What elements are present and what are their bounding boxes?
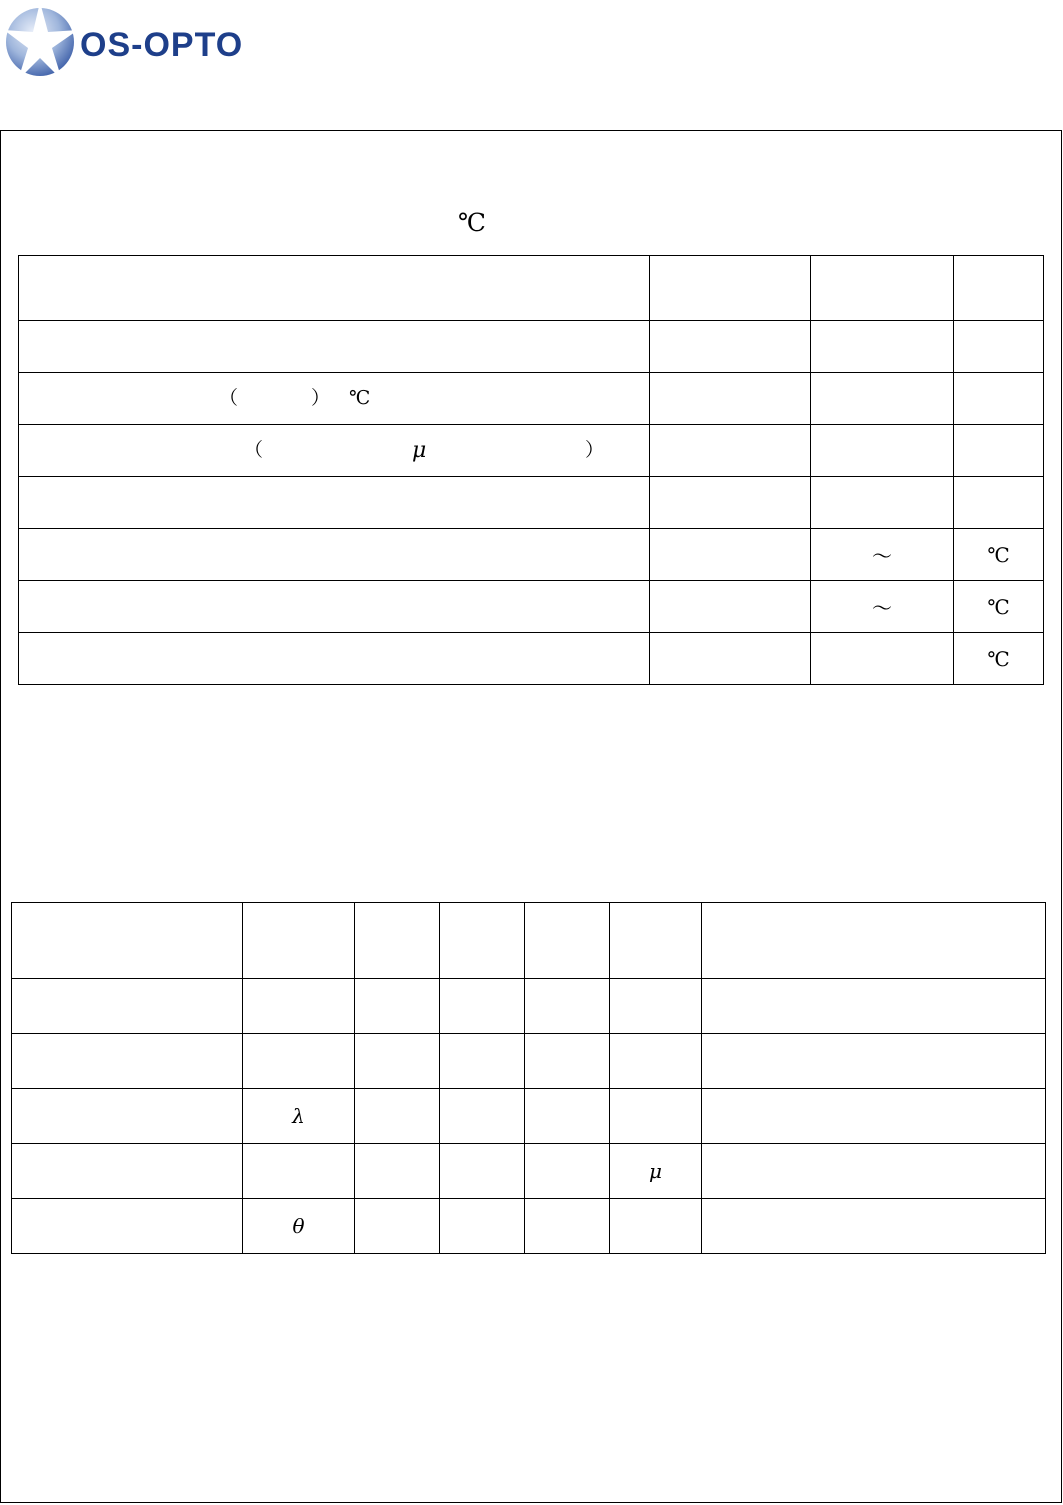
table-cell bbox=[811, 477, 954, 529]
table-cell bbox=[650, 633, 811, 685]
table-cell bbox=[243, 1034, 355, 1089]
ambient-temperature-unit: ℃ bbox=[458, 208, 486, 237]
table-cell bbox=[440, 1034, 525, 1089]
table-cell bbox=[12, 1199, 243, 1254]
svg-text:OS-OPTO: OS-OPTO bbox=[80, 26, 244, 64]
table-cell bbox=[702, 1144, 1046, 1199]
table-row bbox=[12, 1089, 1046, 1144]
table-row bbox=[12, 1144, 1046, 1199]
table-row bbox=[19, 373, 1044, 425]
table-cell bbox=[650, 477, 811, 529]
celsius-unit: ℃ bbox=[954, 529, 1044, 581]
table-cell bbox=[19, 581, 650, 633]
table-cell bbox=[12, 903, 243, 979]
table-row bbox=[12, 903, 1046, 979]
table-cell bbox=[525, 1034, 610, 1089]
table-cell bbox=[440, 903, 525, 979]
table-cell bbox=[811, 321, 954, 373]
table-cell bbox=[12, 979, 243, 1034]
range-tilde: ～ bbox=[811, 529, 954, 581]
table-cell bbox=[19, 477, 650, 529]
table-cell bbox=[525, 1144, 610, 1199]
table-cell bbox=[440, 1144, 525, 1199]
table-cell bbox=[525, 903, 610, 979]
table-cell bbox=[610, 1089, 702, 1144]
open-paren: （ bbox=[244, 439, 264, 461]
table-cell bbox=[610, 1199, 702, 1254]
celsius-unit: ℃ bbox=[954, 581, 1044, 633]
table-cell bbox=[954, 373, 1044, 425]
table-cell bbox=[355, 1034, 440, 1089]
table-cell bbox=[525, 1199, 610, 1254]
close-paren: ） bbox=[311, 387, 331, 409]
theta-symbol: θ bbox=[243, 1199, 355, 1254]
table-cell bbox=[355, 1199, 440, 1254]
table-cell bbox=[811, 373, 954, 425]
electro-optical-characteristics-table bbox=[11, 902, 1046, 1254]
table-row bbox=[12, 1199, 1046, 1254]
table-cell bbox=[355, 1144, 440, 1199]
table-cell bbox=[19, 529, 650, 581]
table-cell bbox=[610, 1034, 702, 1089]
absolute-maximum-ratings-table bbox=[18, 255, 1044, 685]
table-cell bbox=[610, 903, 702, 979]
open-paren: （ bbox=[219, 387, 239, 409]
table-cell bbox=[954, 477, 1044, 529]
table-cell bbox=[243, 903, 355, 979]
table-cell bbox=[440, 979, 525, 1034]
table-cell bbox=[12, 1144, 243, 1199]
table-cell bbox=[650, 373, 811, 425]
table-cell bbox=[702, 1034, 1046, 1089]
range-tilde: ～ bbox=[811, 581, 954, 633]
celsius-unit: ℃ bbox=[954, 633, 1044, 685]
table-cell bbox=[650, 256, 811, 321]
table-cell bbox=[702, 1199, 1046, 1254]
close-paren: ） bbox=[585, 439, 605, 461]
table-cell bbox=[525, 979, 610, 1034]
table-cell bbox=[355, 903, 440, 979]
table-cell bbox=[811, 425, 954, 477]
table-cell bbox=[650, 529, 811, 581]
table-cell bbox=[440, 1199, 525, 1254]
table-cell bbox=[19, 633, 650, 685]
table-cell bbox=[610, 979, 702, 1034]
table-cell bbox=[650, 425, 811, 477]
table-cell bbox=[19, 373, 650, 425]
table-row bbox=[19, 477, 1044, 529]
table-row bbox=[19, 581, 1044, 633]
micro-symbol: μ bbox=[610, 1144, 702, 1199]
table-cell bbox=[355, 979, 440, 1034]
table-cell bbox=[811, 256, 954, 321]
table-row bbox=[12, 979, 1046, 1034]
table-cell bbox=[650, 581, 811, 633]
table-cell bbox=[702, 979, 1046, 1034]
table-cell bbox=[440, 1089, 525, 1144]
table-cell bbox=[954, 256, 1044, 321]
table-cell bbox=[243, 979, 355, 1034]
table-cell bbox=[954, 321, 1044, 373]
table-row bbox=[19, 256, 1044, 321]
table-row bbox=[19, 425, 1044, 477]
table-cell bbox=[355, 1089, 440, 1144]
table-cell bbox=[19, 321, 650, 373]
table-cell bbox=[12, 1034, 243, 1089]
table-cell bbox=[19, 425, 650, 477]
table-row bbox=[12, 1034, 1046, 1089]
lambda-symbol: λ bbox=[243, 1089, 355, 1144]
table-row bbox=[19, 529, 1044, 581]
table-row bbox=[19, 633, 1044, 685]
table-row bbox=[19, 321, 1044, 373]
table-cell bbox=[12, 1089, 243, 1144]
micro-symbol: μ bbox=[412, 438, 427, 463]
table-cell bbox=[702, 1089, 1046, 1144]
table-cell bbox=[702, 903, 1046, 979]
table-cell bbox=[811, 633, 954, 685]
company-logo bbox=[0, 0, 300, 90]
table-cell bbox=[243, 1144, 355, 1199]
table-cell bbox=[19, 256, 650, 321]
table-cell bbox=[525, 1089, 610, 1144]
celsius-symbol: ℃ bbox=[349, 387, 371, 409]
table-cell bbox=[954, 425, 1044, 477]
table-cell bbox=[650, 321, 811, 373]
